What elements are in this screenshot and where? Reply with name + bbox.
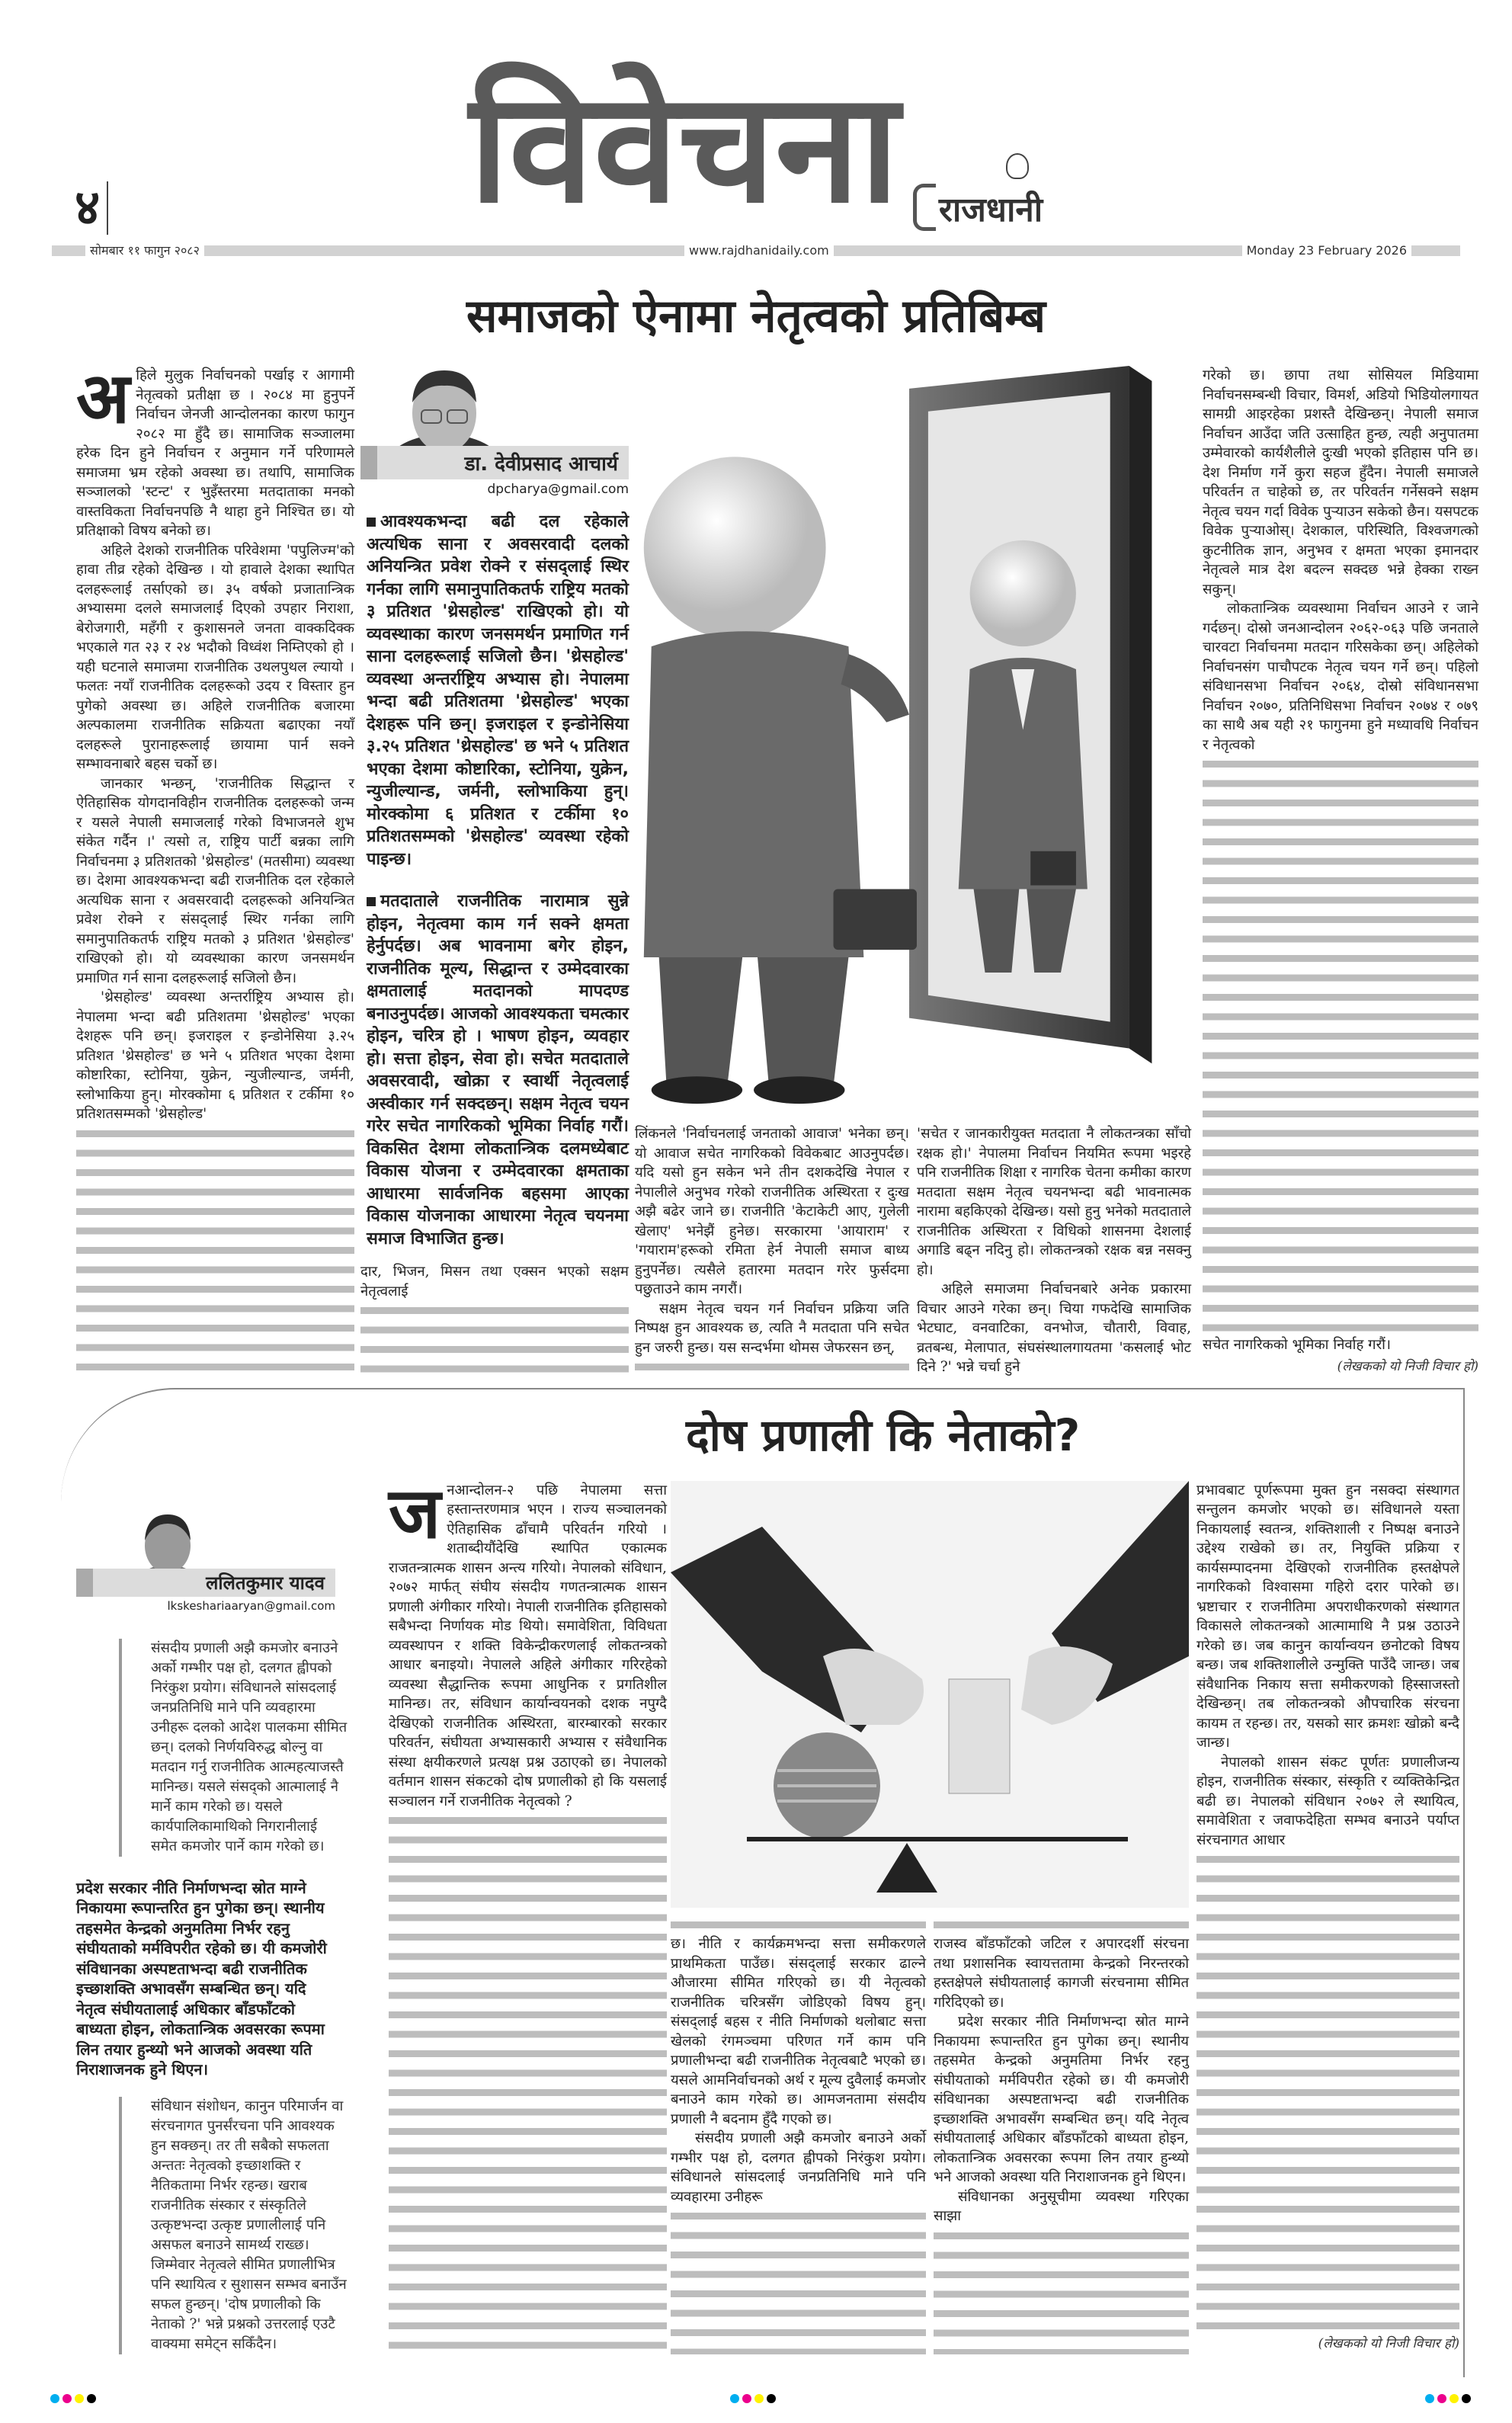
text-continued	[389, 1811, 667, 2354]
paragraph: छ। नीति र कार्यक्रमभन्दा सत्ता समीकरणले प्राथमिकता पाउँछ। संसद्लाई सरकार ढाल्ने औजारमा सीमित गरिएको छ। यी नेतृत्वको राजनीतिक चरित्रसँग जोडिएको विषय हुन्। संसद्लाई बहस र नीति निर्माणको थलोबाट सत्ता खेलको रंगमञ्चमा परिणत गर्ने काम पनि प्रणालीभन्दा बढी राजनीतिक नेतृत्वबाटै भएको छ। यसले आमनिर्वाचनको अर्थ र मूल्य दुवैलाई कमजोर बनाउने काम गरेको छ। आमजनतामा संसदीय प्रणाली नै बदनाम हुँदै गएको छ।	[671, 1936, 926, 2127]
dropcap: अ	[76, 357, 130, 439]
quote-1: संसदीय प्रणाली अझै कमजोर बनाउने अर्को गम्भीर पक्ष हो, दलगत ह्वीपको निरंकुश प्रयोग। संविधानले सांसदलाई जनप्रतिनिधि माने पनि व्यवहारमा उनीहरू दलको आदेश पालकमा सीमित छन्। दलको निर्णयविरुद्ध बोल्नु वा मतदान गर्नु राजनीतिक आत्महत्याजस्तै मानिन्छ। यसले संसद्को आत्मालाई नै मार्ने काम गरेको छ। यसले कार्यपालिकामाथिको निगरानीलाई समेत कमजोर पार्ने काम गरेको छ।	[119, 1639, 348, 1857]
date-english: Monday 23 February 2026	[1242, 243, 1411, 258]
article2-disclaimer: (लेखकको यो निजी विचार हो)	[1318, 2336, 1459, 2351]
text-continued	[76, 1124, 354, 1377]
author-email[interactable]: dpcharya@gmail.com	[487, 482, 629, 497]
paragraph: अहिले देशको राजनीतिक परिवेशमा 'पपुलिज्म'को हावा तीव्र रहेको देखिन्छ । यो हावाले देशका स्थापित दलहरूलाई तर्साएको छ। ३५ वर्षको प्रजातान्त्रिक अभ्यासमा दलले समाजलाई दिएको उपहार निराशा, बेरोजगारी, महँगी र कुशासनले जनता वाक्कदिक्क भएकाले गत २३ र २४ भदौको विध्वंश निम्तिएको हो । यही घटनाले समाजमा राजनीतिक उथलपुथल ल्यायो । फलतः नयाँ राजनीतिक दलहरूको उदय र विस्तार हुन पुगेको अवस्था छ। अहिले राजनीतिक बजारमा अल्पकालमा राजनीतिक सक्रियता बढाएका नयाँ दलहरूले पुरानाहरूलाई छायामा पार्न सक्ने सम्भावनाबारे बहस चर्को छ।	[76, 542, 354, 772]
article1-column-4	[635, 1124, 909, 1377]
paragraph: प्रदेश सरकार नीति निर्माणभन्दा स्रोत माग्ने निकायमा रूपान्तरित हुन पुगेका छन्। स्थानीय तहसमेत केन्द्रको अनुमतिमा निर्भर रहनु संघीयताको मर्मविपरीत रहेको छ। यी कमजोरी संविधानका अस्पष्टताभन्दा बढी राजनीतिक इच्छाशक्ति अभावसँग सम्बन्धित छन्। यदि नेतृत्व संघीयतालाई अधिकार बाँडफाँटको बाध्यता होइन, लोकतान्त्रिक अवसरका रूपमा लिन तयार हुन्थ्यो भने आजको अवस्था यति निराशाजनक हुने थिएन।	[934, 2014, 1189, 2185]
text-continued	[635, 1357, 909, 1377]
figure-head	[644, 457, 826, 639]
author-name: डा. देवीप्रसाद आचार्य	[360, 446, 629, 479]
page-number-divider	[107, 181, 108, 235]
registration-marks	[1425, 2394, 1471, 2403]
paragraph: जानकार भन्छन्, 'राजनीतिक सिद्धान्त र ऐतिहासिक योगदानविहीन राजनीतिक दलहरूको जन्म र यसले नेपाली समाजलाई गरेको विभाजनले शुभ संकेत गर्दैन ।' त्यसो त, राष्ट्रिय पार्टी बन्नका लागि निर्वाचनमा ३ प्रतिशतको 'थ्रेसहोल्ड' (मतसीमा) व्यवस्था छ। देशमा आवश्यकभन्दा बढी राजनीतिक दल रहेकाले अत्यधिक साना र अवसरवादी दलहरूको अनियन्त्रित प्रवेश रोक्ने र संसद्लाई स्थिर गर्नका लागि समानुपातिकतर्फ राष्ट्रिय मतको ३ प्रतिशत 'थ्रेसहोल्ड' राखिएको हो। यो व्यवस्थाका कारण जनसमर्थन प्रमाणित गर्न साना दलहरूलाई सजिलो छैन।	[76, 775, 354, 986]
bullet-icon	[367, 897, 376, 906]
registration-marks	[730, 2394, 776, 2403]
article2-column-3	[934, 1915, 1189, 2354]
publication-logo	[913, 184, 1043, 240]
text-continued	[1196, 1850, 1459, 2332]
paragraph: नआन्दोलन-२ पछि नेपालमा सत्ता हस्तान्तरणमात्र भएन । राज्य सञ्चालनको ऐतिहासिक ढाँचामै परिवर्तन गरियो । शताब्दीयौंदेखि स्थापित एकात्मक राजतन्त्रात्मक शासन अन्त्य गरियो। नेपालको संविधान, २०७२ मार्फत् संघीय संसदीय गणतन्त्रात्मक शासन प्रणाली अंगीकार गरियो। नेपाली राजनीतिक इतिहासको सबैभन्दा निर्णायक मोड थियो। समावेशिता, विविधता व्यवस्थापन र शक्ति विकेन्द्रीकरणलाई लोकतन्त्रको आधार बनाइयो। नेपालले अहिले अंगीकार गरिरहेको व्यवस्था सैद्धान्तिक रूपमा आधुनिक र प्रगतिशील मानिन्छ। तर, संविधान कार्यान्वयनको दशक नपुग्दै देखिएको राजनीतिक अस्थिरता, बारम्बारको सरकार परिवर्तन, संघीयता अभ्यासकारी अभ्यास र संवैधानिक संस्था क्षयीकरणले प्रत्यक्ष प्रश्न उठाएको छ। नेपालको वर्तमान शासन संकटको दोष प्रणालीको हो कि यसलाई सञ्चालन गर्ने राजनीतिक नेतृत्वको ?	[389, 1482, 667, 1809]
article2-headline: दोष प्रणाली कि नेताको?	[686, 1409, 1081, 1461]
article1	[76, 357, 1512, 1377]
article2-column-4	[1196, 1481, 1459, 2354]
pullquote-text: मतदाताले राजनीतिक नारामात्र सुन्ने होइन, नेतृत्वमा काम गर्न सक्ने क्षमता हेर्नुपर्दछ। अब भावनामा बगेर होइन, राजनीतिक मूल्य, सिद्धान्त र उम्मेदवारका क्षमतालाई मतदानको मापदण्ड बनाउनुपर्दछ। आजको आवश्यकता चमत्कार होइन, चरित्र हो । भाषण होइन, व्यवहार हो। सत्ता होइन, सेवा हो। सचेत मतदाताले अवसरवादी, खोक्रा र स्वार्थी नेतृत्वलाई अस्वीकार गर्न सक्दछन्। सक्षम नेतृत्व चयन गरेर सचेत नागरिकको भूमिका निर्वाह गरौं। विकसित देशमा लोकतान्त्रिक दलमध्येबाट विकास योजना र उम्मेदवारका क्षमताका आधारमा सार्वजनिक बहसमा आएका विकास योजनाका आधारमा नेतृत्व चयनमा समाज विभाजित हुन्छ।	[367, 892, 629, 1248]
emblem-icon	[1006, 153, 1029, 179]
article1-column-2	[360, 366, 629, 1377]
paragraph: 'थ्रेसहोल्ड' व्यवस्था अन्तर्राष्ट्रिय अभ्यास हो। नेपालमा भन्दा बढी प्रतिशतमा 'थ्रेसहोल्ड' भएका देशहरू पनि छन्। इजराइल र इन्डोनेसिया ३.२५ प्रतिशत 'थ्रेसहोल्ड' छ भने ५ प्रतिशत भएका देशमा कोष्टारिका, स्टोनिया, युक्रेन, न्युजील्यान्ड, जर्मनी, स्लोभाकिया हुन्। मोरक्कोमा ६ प्रतिशत र टर्कीमा १० प्रतिशतसम्मको 'थ्रेसहोल्ड'	[76, 989, 354, 1122]
page-number: ४	[75, 180, 101, 236]
text-continued	[671, 2207, 926, 2354]
reflection-head	[970, 540, 1076, 646]
paragraph: सक्षम नेतृत्व चयन गर्न निर्वाचन प्रक्रिया जति निष्पक्ष हुन आवश्यक छ, त्यति नै मतदाता पनि सचेत हुन जरुरी हुन्छ। यस सन्दर्भमा थोमस जेफरसन छन्,	[635, 1300, 909, 1356]
page-header	[0, 0, 1512, 263]
pullquote-text: आवश्यकभन्दा बढी दल रहेकाले अत्यधिक साना र अवसरवादी दलको अनियन्त्रित प्रवेश रोक्ने र संसद्लाई स्थिर गर्नका लागि समानुपातिकतर्फ राष्ट्रिय मतको ३ प्रतिशत 'थ्रेसहोल्ड' राखिएको हो। यो व्यवस्थाका कारण जनसमर्थन प्रमाणित गर्न साना दलहरूलाई सजिलो छैन। 'थ्रेसहोल्ड' व्यवस्था अन्तर्राष्ट्रिय अभ्यास हो। नेपालमा भन्दा बढी प्रतिशतमा 'थ्रेसहोल्ड' भएका देशहरू पनि छन्। इजराइल र इन्डोनेसिया ३.२५ प्रतिशत 'थ्रेसहोल्ड' छ भने ५ प्रतिशत भएका देशमा कोष्टारिका, स्टोनिया, युक्रेन, न्युजील्यान्ड, जर्मनी, स्लोभाकिया हुन्। मोरक्कोमा ६ प्रतिशत र टर्कीमा १० प्रतिशतसम्मको 'थ्रेसहोल्ड' व्यवस्था रहेको पाइन्छ।	[367, 512, 629, 869]
article1-headline: समाजको ऐनामा नेतृत्वको प्रतिबिम्ब	[466, 290, 1046, 343]
mirror-illustration	[635, 366, 1191, 1117]
article2-frame	[61, 1388, 1465, 2377]
paragraph: प्रभावबाट पूर्णरूपमा मुक्त हुन नसक्दा संस्थागत सन्तुलन कमजोर भएको छ। संविधानले यस्ता निकायलाई स्वतन्त्र, शक्तिशाली र निष्पक्ष बनाउने उद्देश्य राखेको छ। तर, नियुक्ति प्रक्रिया र कार्यसम्पादनमा देखिएको राजनीतिक हस्तक्षेपले नागरिकको विश्वासमा गहिरो दरार पारेको छ। भ्रष्टाचार र राजनीतिमा अपराधीकरणको संस्थागत विकासले लोकतन्त्रको आत्मामाथि नै प्रश्न उठाउने गरेको छ। जब कानुन कार्यान्वयन छनोटको विषय बन्छ। जब शक्तिशालीले उन्मुक्ति पाउँदै जान्छ। जब संवैधानिक निकाय सत्ता समीकरणको हिस्साजस्तो देखिन्छन्। तब लोकतन्त्रको औपचारिक संरचना कायम त रहन्छ। तर, यसको सार क्रमशः खोक्रो बन्दै जान्छ।	[1196, 1482, 1459, 1751]
article2-lower-columns	[671, 1915, 1189, 2354]
author-photo	[137, 1511, 198, 1569]
text-continued	[671, 1915, 926, 1935]
paragraph: हिले मुलुक निर्वाचनको पर्खाइ र आगामी नेतृत्वको प्रतीक्षा छ । २०८४ मा हुनुपर्ने निर्वाचन जेनजी आन्दोलनका कारण फागुन २०८२ मा हुँदै छ। सामाजिक सञ्जालमा हरेक दिन हुने निर्वाचन र अनुमान गर्ने परिणामले समाजमा भ्रम रहेको अवस्था छ। तथापि, सामाजिक सञ्जालको 'स्टन्ट' र भुइँस्तरमा मतदाताका मनको वास्तविकता निर्वाचनपछि नै थाहा हुने निश्चित छ। यो प्रतिक्षाको विषय बनेको छ।	[76, 367, 354, 539]
paragraph: संसदीय प्रणाली अझै कमजोर बनाउने अर्को गम्भीर पक्ष हो, दलगत ह्वीपको निरंकुश प्रयोग। संविधानले सांसदलाई जनप्रतिनिधि माने पनि व्यवहारमा उनीहरू	[671, 2130, 926, 2205]
card	[949, 1679, 1010, 1793]
dropcap: ज	[389, 1472, 441, 1554]
article1-closing-line: सचेत नागरिकको भूमिका निर्वाह गरौं।	[1203, 1336, 1391, 1353]
registration-marks	[50, 2394, 96, 2403]
date-nepali: सोमबार ११ फागुन २०८२	[85, 243, 204, 258]
publication-name: राजधानी	[938, 191, 1043, 229]
paragraph: गरेको छ। छापा तथा सोसियल मिडियामा निर्वाचनसम्बन्धी विचार, विमर्श, अडियो भिडियोलगायत सामग्री आइरहेका प्रशस्तै देखिन्छन्। नेपाली समाज निर्वाचन आउँदा जति उत्साहित हुन्छ, त्यही अनुपातमा उम्मेवारको कार्यशैलीले दुःखी भएको इतिहास पनि छ। देश निर्माण गर्ने कुरा सहज हुँदैन। नेपाली समाजले परिवर्तन त चाहेको छ, तर परिवर्तन गर्नेसक्ने सक्षम नेतृत्व चयन गर्दा विवेक पुऱ्याउन सकेको छैन। यसपटक विवेक पुऱ्याओस्। देशकाल, परिस्थिति, विश्वजगत्को कुटनीतिक ज्ञान, अनुभव र क्षमता भएका इमानदार नेतृत्वले मात्र देश बदल्न सक्दछ भन्ने हेक्का राख्न सकुन्।	[1203, 367, 1478, 598]
article1-column-3	[1203, 366, 1478, 1377]
masthead-row	[122, 53, 1390, 240]
paragraph: लोकतान्त्रिक व्यवस्थामा निर्वाचन आउने र जाने गर्दछन्। दोस्रो जनआन्दोलन २०६२-०६३ पछि जनताले चारवटा निर्वाचनमा मतदान गरिसकेका छन्। अहिलेको निर्वाचनसंग पाचौपटक नेतृत्व चयन गर्ने छन्। पहिलो संविधानसभा निर्वाचन २०६४, दोस्रो संविधानसभा निर्वाचन २०७०, प्रतिनिधिसभा निर्वाचन २०७४ र ०७९ का साथै अब यही २१ फागुनमा हुने मध्यावधि निर्वाचन र नेतृत्वको	[1203, 601, 1478, 753]
website-link[interactable]: www.rajdhanidaily.com	[684, 243, 834, 258]
article2	[76, 1472, 1463, 2354]
date-bar	[52, 245, 1460, 256]
article1-middle	[635, 366, 1191, 1377]
bullet-icon	[367, 518, 376, 527]
balance-hands-illustration	[671, 1481, 1189, 1908]
author-email[interactable]: lkskeshariaaryan@gmail.com	[167, 1598, 335, 1613]
text-continued	[1203, 755, 1478, 1335]
article2-column-2	[671, 1915, 926, 2354]
article2-column-1	[389, 1472, 667, 2354]
quote-2: संविधान संशोधन, कानुन परिमार्जन वा संरचनागत पुनर्संरचना पनि आवश्यक हुन सक्छन्। तर ती सबैको सफलता अन्ततः नेतृत्वको इच्छाशक्ति र नैतिकतामा निर्भर रहन्छ। खराब राजनीतिक संस्कार र संस्कृतिले उत्कृष्टभन्दा उत्कृष्ट प्रणालीलाई पनि असफल बनाउने सामर्थ्य राख्छ। जिम्मेवार नेतृत्वले सीमित प्रणालीभित्र पनि स्थायित्व र सुशासन सम्भव बनाउँन सफल हुन्छन्। 'दोष प्रणालीको कि नेताको ?' भन्ने प्रश्नको उत्तरलाई एउटै वाक्यमा समेट्न सकिँदैन।	[119, 2097, 348, 2354]
author-photo	[387, 366, 501, 446]
pullquote-2	[360, 890, 629, 1250]
pullquote-1	[360, 511, 629, 870]
section-masthead: विवेचना	[469, 59, 899, 237]
paragraph: नेपालको शासन संकट पूर्णतः प्रणालीजन्य होइन, राजनीतिक संस्कार, संस्कृति र व्यक्तिकेन्द्रित बढी छ। नेपालको संविधान २०७२ ले स्थायित्व, समावेशिता र जवाफदेहिता सम्भव बनाउने पर्याप्त संरचनागत आधार	[1196, 1754, 1459, 1848]
article1-disclaimer: (लेखकको यो निजी विचार हो)	[1337, 1359, 1478, 1374]
author-name: ललितकुमार यादव	[76, 1569, 335, 1597]
article1-column-5	[917, 1124, 1191, 1377]
text-continued	[934, 2226, 1189, 2354]
paragraph: दार, भिजन, मिसन तथा एक्सन भएको सक्षम नेतृत्वलाई	[360, 1264, 629, 1300]
bold-pullquote: प्रदेश सरकार नीति निर्माणभन्दा स्रोत माग्ने निकायमा रूपान्तरित हुन पुगेका छन्। स्थानीय तहसमेत केन्द्रको अनुमतिमा निर्भर रहनु संघीयताको मर्मविपरीत रहेको छ। यी कमजोरी संविधानका अस्पष्टताभन्दा बढी राजनीतिक इच्छाशक्ति अभावसँग सम्बन्धित छन्। यदि नेतृत्व संघीयतालाई अधिकार बाँडफाँटको बाध्यता होइन, लोकतान्त्रिक अवसरका रूपमा लिन तयार हुन्थ्यो भने आजको अवस्था यति निराशाजनक हुने थिएन।	[76, 1878, 327, 2078]
paragraph: 'सचेत र जानकारीयुक्त मतदाता नै लोकतन्त्रका साँचो रक्षक हो।' नेपालमा निर्वाचन नियमित रूपमा भइरहे पनि राजनीतिक शिक्षा र नागरिक चेतना कमीका कारण मतदाता सक्षम नेतृत्व चयनभन्दा बढी भावनात्मक नारामा बहकिएको देखिन्छ। यसो हुनु भनेको मतदाताले राजनीतिक अस्थिरता र विधिको शासनमा देशलाई अगाडि बढ्न नदिनु हो। लोकतन्त्रको रक्षक बन्न नसक्नु हो।	[917, 1126, 1191, 1278]
text-continued	[934, 1915, 1189, 1935]
logo-mark-icon	[913, 184, 936, 231]
paragraph: संविधानका अनुसूचीमा व्यवस्था गरिएका साझा	[934, 2188, 1189, 2224]
paragraph: अहिले समाजमा निर्वाचनबारे अनेक प्रकारमा विचार आउने गरेका छन्। चिया गफदेखि सामाजिक भेटघाट, वनवाटिका, वनभोज, चौतारी, विवाह, व्रतबन्ध, मेलापात, संघसंस्थालगायतमा 'कसलाई भोट दिने ?' भन्ने चर्चा हुने	[917, 1281, 1191, 1375]
article1-lower-columns	[635, 1124, 1191, 1377]
paragraph: राजस्व बाँडफाँटको जटिल र अपारदर्शी संरचना तथा प्रशासनिक स्वायत्ततामा केन्द्रको निरन्तरको हस्तक्षेपले संघीयतालाई कागजी संरचनामा सीमित गरिदिएको छ।	[934, 1936, 1189, 2011]
article2-middle	[671, 1481, 1189, 2354]
article1-column-2-text	[360, 1262, 629, 1377]
text-continued	[360, 1301, 629, 1377]
paragraph: लिंकनले 'निर्वाचनलाई जनताको आवाज' भनेका छन्। यो आवाज सचेत नागरिकको विवेकबाट आउनुपर्दछ। यदि यसो हुन सकेन भने तीन दशकदेखि नेपाल र नेपालीले अनुभव गरेको राजनीतिक अस्थिरता र दुःख अझै बढेर जाने छ। राजनीति 'केटाकेटी आए, गुलेली खेलाए' भनेझैं हुनेछ। सरकारमा 'आयाराम' र 'गयाराम'हरूको रमिता हेर्न नेपाली समाज बाध्य हुनुपर्नेछ। त्यसैले हतारमा मतदान गरेर फुर्सदमा पछुताउने काम नगरौं।	[635, 1126, 909, 1297]
article2-left-column	[76, 1481, 348, 2354]
registration-row	[0, 2377, 1512, 2423]
article1-column-1	[76, 357, 354, 1377]
